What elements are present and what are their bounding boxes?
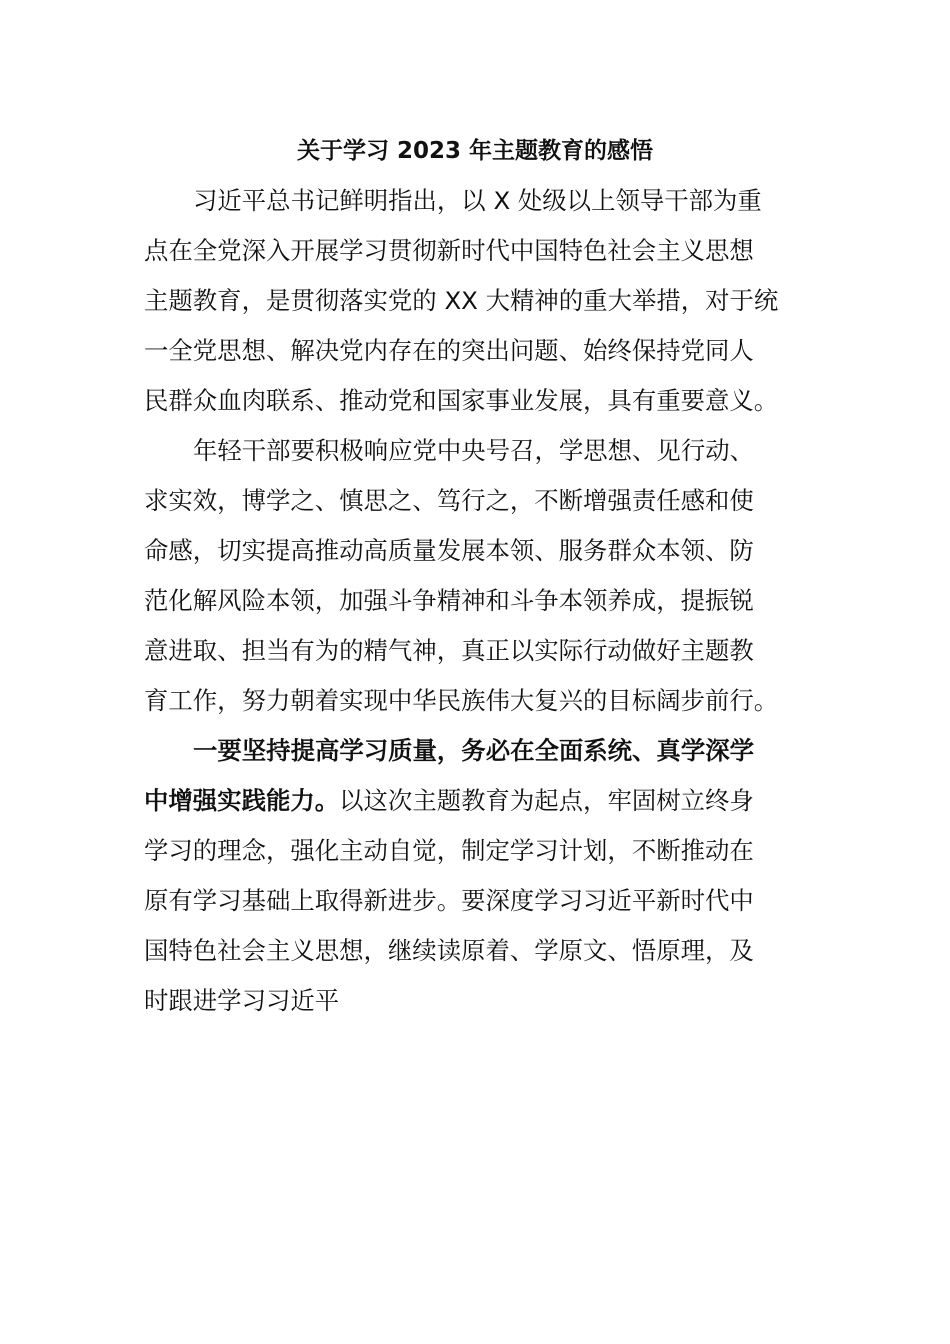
paragraph-line: 学习的理念，强化主动自觉，制定学习计划，不断推动在	[144, 836, 754, 865]
paragraph-3	[144, 726, 808, 1026]
paragraph-line: 原有学习基础上取得新进步。要深度学习习近平新时代中	[144, 886, 754, 915]
paragraph-2	[144, 426, 808, 726]
paragraph-line: 一全党思想、解决党内存在的突出问题、始终保持党同人	[144, 336, 754, 365]
paragraph-1	[144, 176, 808, 426]
paragraph-line: 命感，切实提高推动高质量发展本领、服务群众本领、防	[144, 536, 754, 565]
paragraph-line: 习近平总书记鲜明指出，以 X 处级以上领导干部为重	[193, 186, 762, 215]
paragraph-line: 点在全党深入开展学习贯彻新时代中国特色社会主义思想	[144, 236, 754, 265]
paragraph-line-rest: 以这次主题教育为起点，牢固树立终身	[339, 786, 754, 815]
document-body	[144, 176, 808, 1026]
paragraph-line: 民群众血肉联系、推动党和国家事业发展，具有重要意义。	[144, 386, 779, 415]
paragraph-line: 国特色社会主义思想，继续读原着、学原文、悟原理，及	[144, 936, 754, 965]
paragraph-line: 范化解风险本领，加强斗争精神和斗争本领养成，提振锐	[144, 586, 754, 615]
paragraph-line	[144, 776, 808, 826]
paragraph-heading-end: 中增强实践能力。	[144, 786, 340, 815]
paragraph-line: 意进取、担当有为的精气神，真正以实际行动做好主题教	[144, 636, 754, 665]
paragraph-line: 时跟进学习习近平	[144, 986, 340, 1015]
paragraph-heading-line: 一要坚持提高学习质量，务必在全面系统、真学深学	[193, 736, 754, 765]
document-title: 关于学习 2023 年主题教育的感悟	[296, 138, 654, 164]
paragraph-line: 年轻干部要积极响应党中央号召，学思想、见行动、	[193, 436, 754, 465]
paragraph-line: 主题教育，是贯彻落实党的 XX 大精神的重大举措，对于统	[144, 286, 779, 315]
paragraph-line: 育工作，努力朝着实现中华民族伟大复兴的目标阔步前行。	[144, 686, 779, 715]
paragraph-line: 求实效，博学之、慎思之、笃行之，不断增强责任感和使	[144, 486, 754, 515]
